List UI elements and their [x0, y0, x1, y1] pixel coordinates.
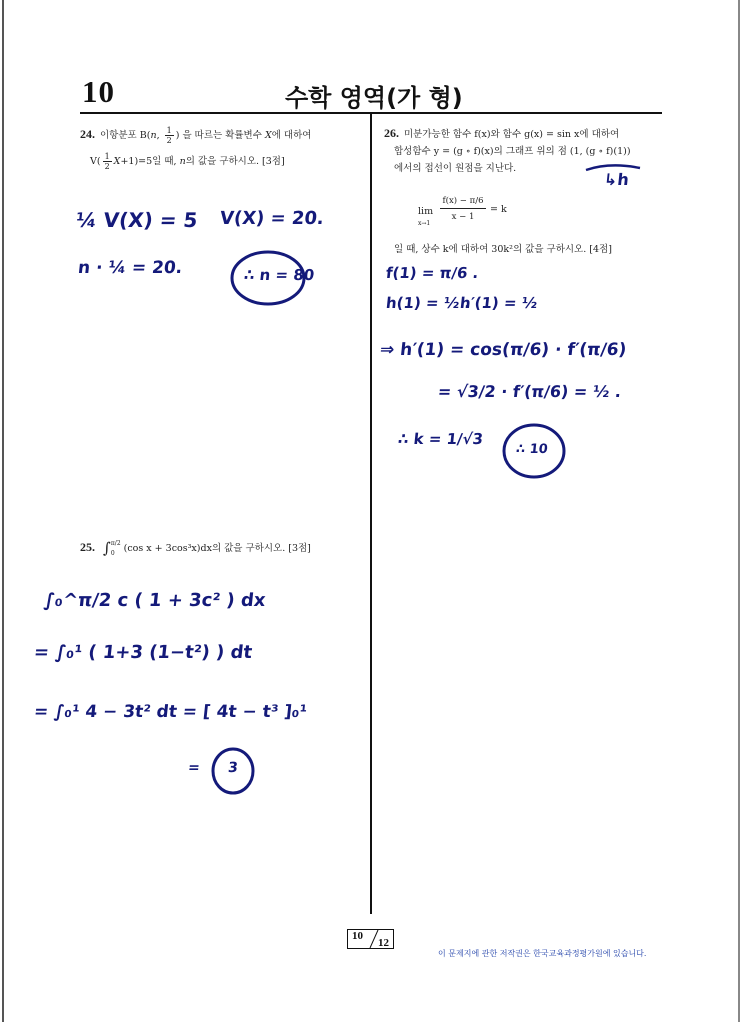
question-26-number: 26. [384, 126, 399, 140]
question-24-line2: V( $\frac{1}{2}$ X+1)=5일 때, n의 값을 구하시오. [3점] [90, 152, 285, 171]
hw-q25-line1: ∫₀^π/2 c ( 1 + 3c² ) dx [42, 590, 267, 611]
hw-q24-answer: ∴ n = 80 [243, 266, 316, 284]
hw-q24-line2: n · ¼ = 20. [76, 258, 184, 278]
limit-numerator: f(x) − π/6 [440, 194, 486, 209]
hw-q25-equals: = [187, 760, 201, 776]
q24-text-c: 에 대하여 [271, 130, 312, 141]
hw-q26-line5: ∴ k = 1/√3 [397, 430, 484, 448]
q24-line2-c: 의 값을 구하시오. [3점] [185, 156, 285, 167]
q26-line1: 미분가능한 함수 f(x)와 함수 g(x) = sin x에 대하여 [404, 129, 620, 140]
page-current: 10 [352, 930, 363, 942]
question-24-number: 24. [80, 127, 95, 141]
question-25-number: 25. [80, 540, 95, 554]
q26-line4: 일 때, 상수 k에 대하여 30k²의 값을 구하시오. [4점] [394, 244, 612, 255]
limit-denominator: x − 1 [451, 212, 475, 222]
copyright-notice: 이 문제지에 관한 저작권은 한국교육과정평가원에 있습니다. [438, 949, 647, 958]
q25-tail: 의 값을 구하시오. [3점] [211, 543, 311, 554]
hw-q24-line1b: V(X) = 20. [218, 208, 325, 229]
hw-q26-answer: ∴ 10 [515, 442, 549, 457]
hw-q26-line3: ⇒ h′(1) = cos(π/6) · f′(π/6) [378, 340, 628, 360]
q25-integrand: (cos x + 3cos³x)dx [123, 543, 212, 554]
integral-upper: π/2 [110, 539, 121, 547]
integral-sign: ∫ [103, 539, 111, 557]
q26-line3: 에서의 접선이 원점을 지난다. [394, 163, 517, 174]
hw-q26-mark: ↳h [603, 170, 630, 189]
q24-var-x: X [264, 130, 272, 141]
hw-q26-line2a: h(1) = ½ . [385, 294, 472, 312]
hw-q25-line3: = ∫₀¹ 4 − 3t² dt = [ 4t − t³ ]₀¹ [32, 702, 308, 722]
integral-lower: 0 [110, 549, 115, 557]
hw-q26-line1: f(1) = π/6 . [385, 264, 480, 282]
hw-q26-line4: = √3/2 · f′(π/6) = ½ . [437, 382, 623, 401]
hw-q25-line2: = ∫₀¹ ( 1+3 (1−t²) ) dt [32, 642, 254, 663]
hw-q25-answer: 3 [227, 760, 239, 776]
q26-line2: 합성함수 y = (g ∘ f)(x)의 그래프 위의 점 (1, (g ∘ f)(1)) [394, 146, 631, 157]
q24-binom-args: (n, $\frac{1}{2}$ ) [146, 126, 180, 145]
page-indicator [347, 929, 394, 949]
hw-q24-line1a: ¼ V(X) = 5 [74, 208, 199, 232]
page-number: 10 [82, 74, 115, 109]
q24-line2-b: =5일 때, [138, 156, 177, 167]
limit-expression: lim x→1 f(x) − π/6 x − 1 = k [418, 196, 507, 227]
page-total: 12 [378, 937, 389, 949]
q24-text-a: 이항분포 B [100, 130, 147, 141]
limit-equals-k: = k [490, 204, 507, 215]
q24-text-b: 을 따르는 확률변수 [182, 130, 262, 141]
hw-q26-line2b: h′(1) = ½ [459, 294, 539, 312]
subject-title: 수학 영역(가 형) [285, 84, 463, 112]
limit-subscript: x→1 [418, 220, 431, 227]
